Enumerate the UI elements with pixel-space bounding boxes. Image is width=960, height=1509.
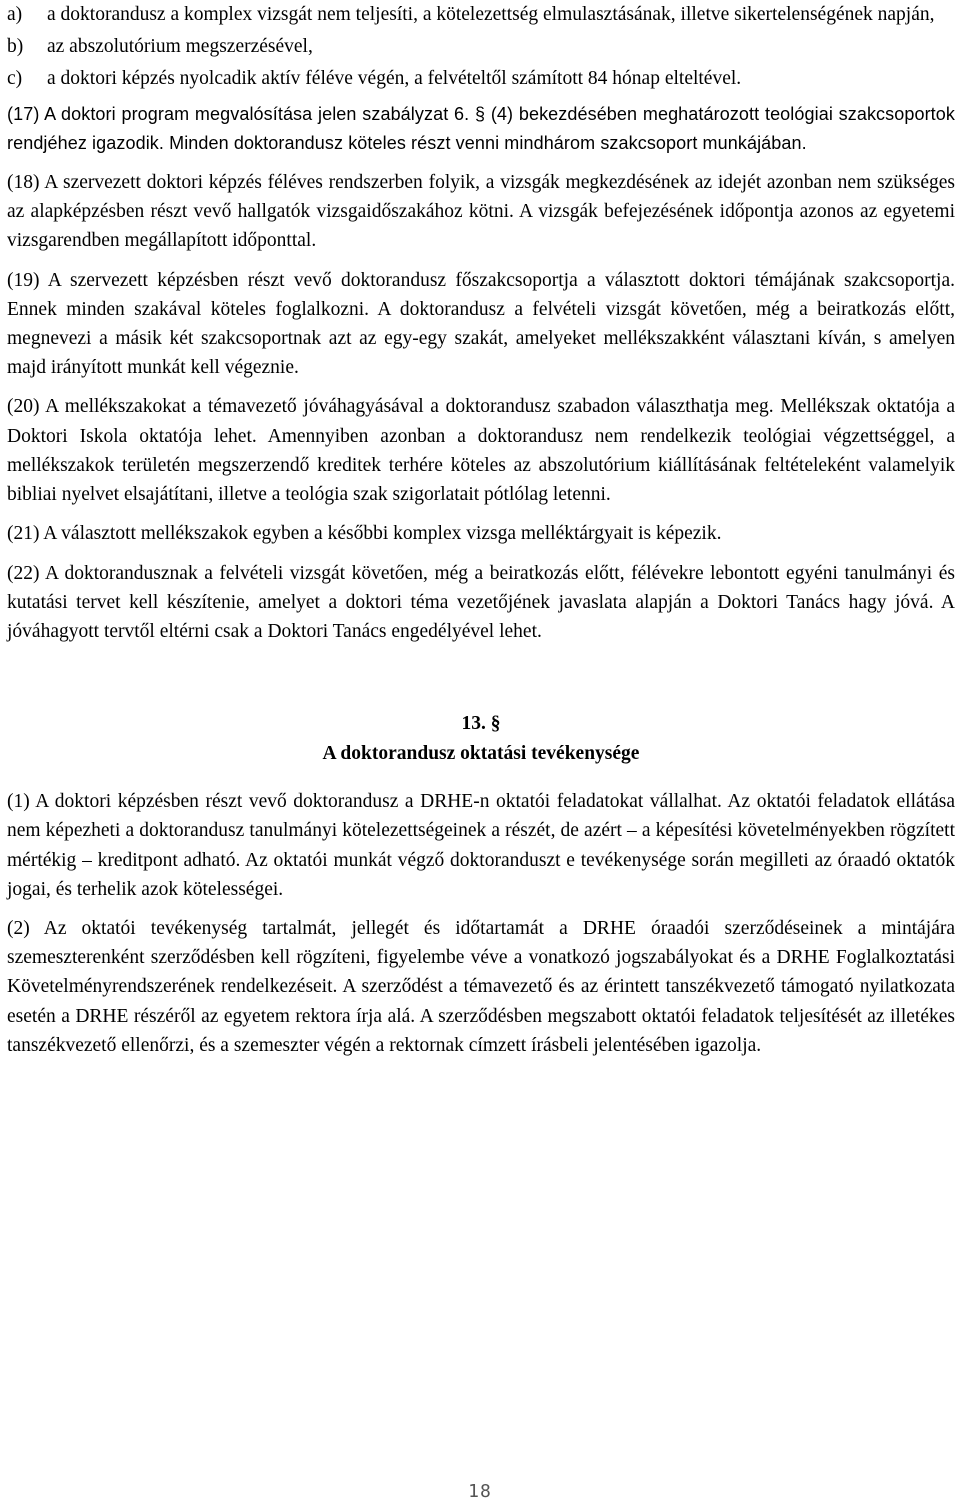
list-item-text: a doktori képzés nyolcadik aktív féléve végén, a felvételtől számított 84 hónap elteltével. [47, 68, 742, 90]
paragraph-number: (2) [7, 917, 30, 939]
paragraph-19 [7, 266, 955, 383]
paragraph-number: (1) [7, 791, 30, 813]
list-marker: b) [7, 36, 24, 58]
section-heading [7, 709, 955, 769]
paragraph-number: (18) [7, 172, 40, 194]
paragraph-number: (17) [7, 103, 40, 124]
paragraph-text: A doktori képzésben részt vevő doktorandusz a DRHE-n oktatói feladatokat vállalhat. Az oktatói feladatok ellátása nem képezheti a doktorandusz tanulmányi kötelezettségeinek a részét, de azért – a képesítési követelményekben rögzített mértékig – kreditpont adható. Az oktatói munkát végző doktoranduszt e tevékenysége során megilleti az óraadó oktatók jogai, és terhelik azok kötelességei. [7, 791, 955, 900]
section-paragraph-2 [7, 914, 955, 1060]
paragraph-text: Az oktatói tevékenység tartalmát, jellegét és időtartamát a DRHE óraadói szerződéseinek a mintájára szemeszterenként szerződésben kell rögzíteni, figyelembe véve a vonatkozó jogszabályokat és a DRHE Foglalkoztatási Követelményrendszerének rendelkezéseit. A szerződést a témavezető és az érintett tanszékvezető támogató nyilatkozata esetén a DRHE részéről az egyetem rektora írja alá. A szerződésben megszabott oktatói feladatok teljesítését az illetékes tanszékvezető ellenőrzi, és a szemeszter végén a rektornak címzett írásbeli jelentésében igazolja. [7, 917, 955, 1056]
section-number: 13. § [461, 713, 501, 735]
paragraph-text: A doktori program megvalósítása jelen szabályzat 6. § (4) bekezdésében meghatározott teológiai szakcsoportok rendjéhez igazodik. Minden doktorandusz köteles részt venni mindhárom szakcsoport munkájában. [7, 103, 955, 153]
paragraph-text: A mellékszakokat a témavezető jóváhagyásával a doktorandusz szabadon választhatja meg. Mellékszak oktatója a Doktori Iskola oktatója lehet. Amennyiben azonban a doktorandusz nem rendelkezik teológiai végzettséggel, a mellékszakok területén megszerzendő kreditek terhére köteles az abszolutórium kiállításának feltételeként valamelyik bibliai nyelvet elsajátítani, illetve a teológia szak szigorlatait pótlólag letenni. [7, 396, 955, 506]
paragraph-number: (19) [7, 269, 40, 291]
page-content [7, 0, 955, 1060]
paragraph-22 [7, 559, 955, 647]
paragraph-21 [7, 519, 955, 548]
paragraph-18 [7, 168, 955, 256]
list-item-text: az abszolutórium megszerzésével, [47, 36, 313, 58]
list-item-c [7, 64, 955, 93]
list-marker: c) [7, 68, 23, 90]
paragraph-text: A szervezett képzésben részt vevő doktorandusz főszakcsoportja a választott doktori témájának szakcsoportja. Ennek minden szakával köteles foglalkozni. A doktorandusz a felvételi vizsgát követően, még a beiratkozás előtt, megnevezi a másik két szakcsoportnak azt az egy-egy szakát, amelyeket mellékszakként választani kíván, s amelyen majd irányított munkát kell végeznie. [7, 269, 955, 379]
page-number: 18 [468, 1481, 492, 1502]
paragraph-17 [7, 100, 955, 158]
section-paragraph-1 [7, 787, 955, 904]
paragraph-number: (22) [7, 562, 40, 584]
list-item-a [7, 0, 955, 29]
paragraph-number: (20) [7, 396, 40, 418]
paragraph-20 [7, 392, 955, 509]
paragraph-text: A doktorandusznak a felvételi vizsgát követően, még a beiratkozás előtt, félévekre lebontott egyéni tanulmányi és kutatási tervet kell készítenie, amelyet a doktori téma vezetőjének javaslata alapján a Doktori Tanács hagy jóvá. A jóváhagyott tervtől eltérni csak a Doktori Tanács engedélyével lehet. [7, 562, 955, 642]
paragraph-text: A választott mellékszakok egyben a későbbi komplex vizsga melléktárgyait is képezik. [39, 523, 722, 545]
paragraph-text: A szervezett doktori képzés féléves rendszerben folyik, a vizsgák megkezdésének az idejét azonban nem szükséges az alapképzésben részt vevő hallgatók vizsgaidőszakához kötni. A vizsgák befejezésének időpontja azonos az egyetemi vizsgarendben megállapított időponttal. [7, 172, 955, 252]
list-item-b [7, 32, 955, 61]
paragraph-number: (21) [7, 523, 40, 545]
section-title: A doktorandusz oktatási tevékenysége [322, 743, 640, 765]
list-marker: a) [7, 4, 23, 25]
list-item-text: a doktorandusz a komplex vizsgát nem teljesíti, a kötelezettség elmulasztásának, illetve sikertelenségének napján, [47, 4, 935, 26]
